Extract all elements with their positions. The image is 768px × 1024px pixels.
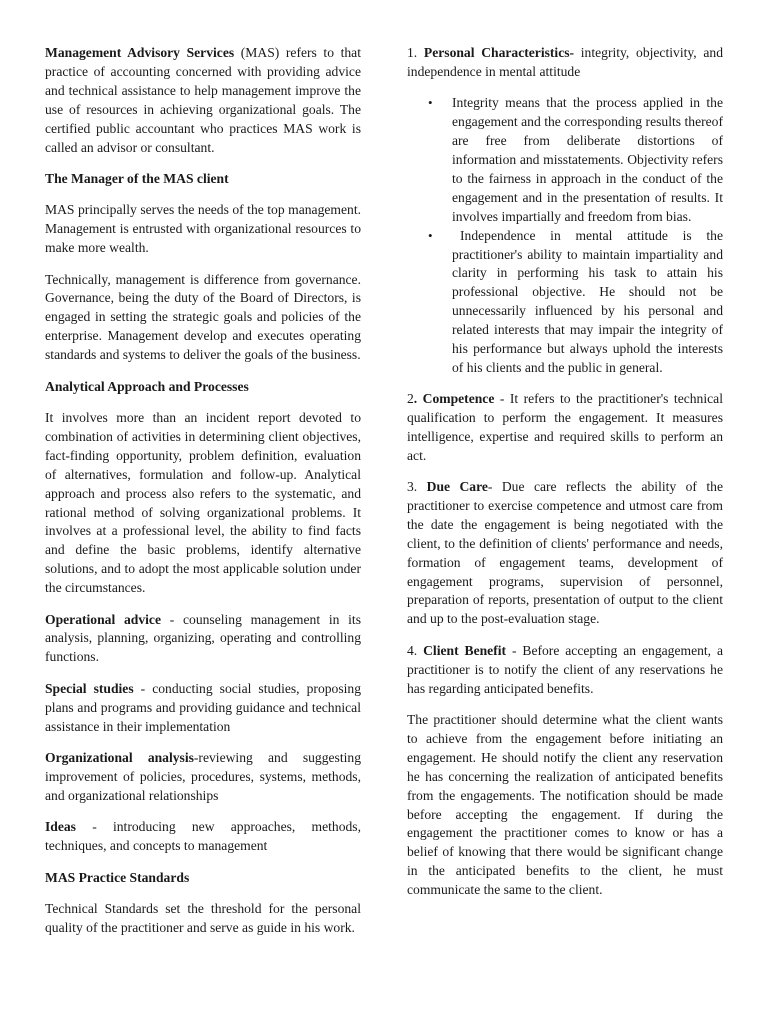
integrity-text: Integrity means that the process applied in the engagement and the corresponding results thereof are free from deliberate distortions of information and misstatements. Objectivity refers to the fairness in approach in the conduct of the engagement and in the presentation of results. It involves impartially and freedom from bias. — [452, 95, 723, 224]
competence-paragraph — [407, 390, 723, 466]
special-studies-paragraph — [45, 680, 361, 737]
analytical-heading: Analytical Approach and Processes — [45, 378, 249, 394]
technical-standards-paragraph: Technical Standards set the threshold for the personal quality of the practitioner and serve as guide in his work. — [45, 900, 361, 935]
operational-advice-term: Operational advice — [45, 611, 161, 627]
ideas-text: - introducing new approaches, methods, techniques, and concepts to management — [45, 819, 361, 854]
standards-heading: MAS Practice Standards — [45, 869, 190, 885]
organizational-analysis-text: -reviewing and suggesting improvement of policies, procedures, systems, methods, and organizational relationships — [45, 750, 361, 803]
personal-characteristics-term: Personal Characteristics- — [423, 45, 575, 60]
competence-term: . Competence — [413, 390, 495, 406]
mas-definition-text: (MAS) refers to that practice of accounting concerned with providing advice and technical assistance to help management improve the use of resources in achieving organizational goals. The certified public accountant who practices MAS work is called an advisor or consultant. — [45, 45, 361, 155]
manager-heading: The Manager of the MAS client — [45, 170, 229, 186]
organizational-analysis-term: Organizational analysis — [45, 750, 194, 765]
due-care-text: - Due care reflects the ability of the practitioner to exercise competence and utmost care from the date the engagement is being negotiated with the client, to the definition of clients' performance and needs, formation of engagement teams, development of engagement programs, supervision of personnel, preparation of reports, presentation of output to the client and up to the post-evaluation stage. — [407, 479, 723, 627]
due-care-term: Due Care — [426, 479, 488, 495]
section-number-4: 4. — [407, 642, 424, 658]
operational-advice-paragraph — [45, 611, 361, 668]
section-number-3: 3. — [407, 479, 427, 495]
left-column — [45, 44, 361, 950]
client-benefit-term: Client Benefit — [423, 642, 507, 658]
client-benefit-text: - Before accepting an engagement, a practitioner is to notify the client of any reservations he has regarding anticipated benefits. — [407, 642, 724, 696]
organizational-analysis-paragraph — [45, 749, 361, 806]
section-number-1: 1. — [407, 45, 424, 60]
mas-term: Management Advisory Services — [45, 45, 235, 60]
due-care-paragraph — [407, 478, 723, 629]
operational-advice-text: - counseling management in its analysis, planning, organizing, operating and controlling functions. — [45, 611, 361, 665]
mas-serves-paragraph: MAS principally serves the needs of the top management. Management is entrusted with organizational resources to make more wealth. — [45, 202, 361, 256]
list-item — [407, 94, 723, 226]
list-item — [407, 227, 723, 378]
section-number-2: 2 — [407, 390, 414, 406]
personal-characteristics-paragraph — [407, 44, 723, 82]
independence-text: Independence in mental attitude is the practitioner's ability to maintain impartiality and clarity in performing his task to attain his professional objective. He should not be unnecessarily influenced by his personal and related interests that may impair the integrity of his performance but always uphold the interests of his clients and the public in general. — [452, 227, 723, 375]
bullet-icon: • — [428, 95, 433, 111]
governance-paragraph: Technically, management is difference from governance. Governance, being the duty of the Board of Directors, is engaged in setting the strategic goals and policies of the enterprise. Management develop and executes operating standards and systems to deliver the goals of the business. — [45, 271, 361, 363]
practitioner-determination-paragraph: The practitioner should determine what the client wants to achieve from the engagement before initiating an engagement. He should notify the client any reservation he has concerning the realization of anticipated benefits from the engagements. The notification should be made before accepting the engagement. If during the engagement the practitioner comes to know or has a belief of knowing that there would be significant change in the anticipated benefits to the client, he must communicate the same to the client. — [407, 712, 723, 898]
personal-characteristics-text: integrity, objectivity, and independence in mental attitude — [407, 45, 724, 79]
ideas-term: Ideas — [45, 819, 76, 835]
ideas-paragraph — [45, 818, 361, 856]
characteristics-bullet-list — [407, 94, 723, 378]
client-benefit-paragraph — [407, 642, 723, 699]
bullet-icon: • — [428, 227, 433, 243]
competence-text: - It refers to the practitioner's technical qualification to perform the engagement. It measures intelligence, expertise and required skills to perform an act. — [407, 390, 723, 463]
right-column — [407, 44, 723, 913]
analytical-paragraph: It involves more than an incident report devoted to combination of activities in determining client objectives, fact-finding opportunity, problem definition, evaluation of alternatives, formulation and follow-up. Analytical approach and process also refers to the systematic, and rational method of solving organizational problems. It involves at a professional level, the ability to find facts and define the basic problems, identify alternative solutions, and to adopt the most applicable solution under the circumstances. — [45, 410, 361, 596]
mas-definition-paragraph — [45, 44, 361, 157]
special-studies-text: - conducting social studies, proposing plans and programs and providing guidance and technical assistance in their implementation — [45, 680, 361, 734]
special-studies-term: Special studies — [45, 680, 134, 696]
